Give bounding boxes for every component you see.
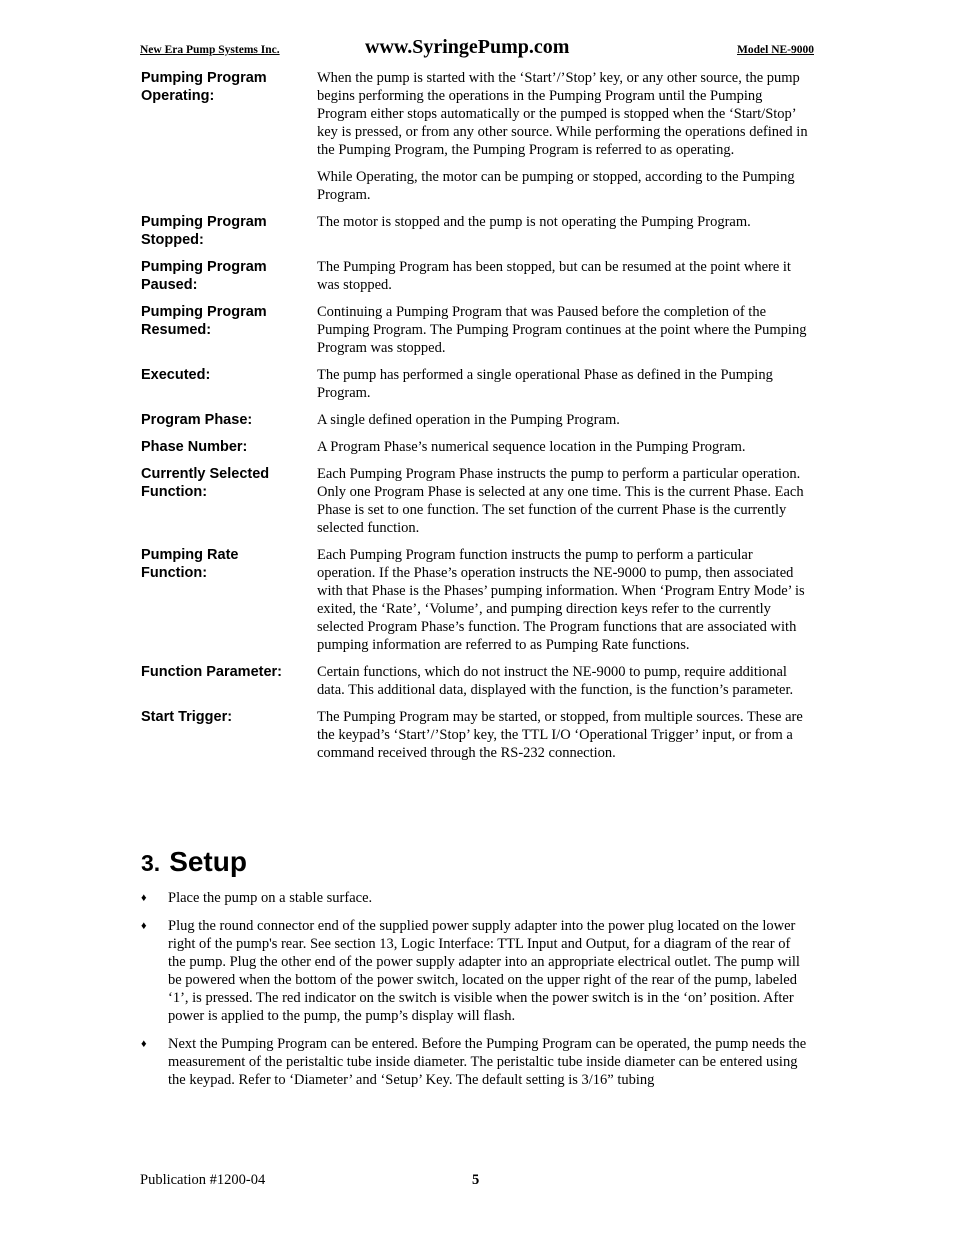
definition-term <box>141 708 317 762</box>
definition-item <box>141 303 811 357</box>
definition-item <box>141 213 811 249</box>
header-company: New Era Pump Systems Inc. <box>140 44 280 56</box>
definition-description <box>317 258 811 294</box>
description-paragraph: Certain functions, which do not instruct the NE-9000 to pump, require additional data. This additional data, displayed with the function, is the function’s parameter. <box>317 664 794 698</box>
description-paragraph: Each Pumping Program Phase instructs the pump to perform a particular operation. Only one Program Phase is selected at any one time. This is the current Phase. Each Phase is set to one function. The set function of the current Phase is the currently selected function. <box>317 466 804 536</box>
definition-item <box>141 708 811 762</box>
term-line: Operating: <box>141 88 215 104</box>
description-paragraph: A Program Phase’s numerical sequence location in the Pumping Program. <box>317 439 746 455</box>
term-line: Paused: <box>141 277 198 293</box>
term-line: Function: <box>141 565 208 581</box>
diamond-bullet-icon: ♦ <box>141 892 147 904</box>
definition-description <box>317 546 811 654</box>
diamond-bullet-icon: ♦ <box>141 920 147 932</box>
bullet-item <box>141 1035 811 1089</box>
definition-term <box>141 663 317 699</box>
definition-list <box>141 69 811 771</box>
term-line: Pumping Program <box>141 259 267 275</box>
description-paragraph: The Pumping Program may be started, or stopped, from multiple sources. These are the keypad’s ‘Start’/’Stop’ key, the TTL I/O ‘Operational Trigger’ input, or from a command received through the RS-232 connection. <box>317 709 803 761</box>
definition-description <box>317 708 811 762</box>
term-line: Executed: <box>141 367 211 383</box>
description-paragraph: While Operating, the motor can be pumping or stopped, according to the Pumping Program. <box>317 169 795 203</box>
description-paragraph: The pump has performed a single operational Phase as defined in the Pumping Program. <box>317 367 773 401</box>
page-header <box>140 36 814 62</box>
publication-number: Publication #1200-04 <box>140 1172 266 1188</box>
bullet-text: Place the pump on a stable surface. <box>168 890 373 906</box>
definition-term <box>141 366 317 402</box>
term-line: Program Phase: <box>141 412 253 428</box>
definition-term <box>141 258 317 294</box>
definition-term <box>141 411 317 429</box>
section-number: 3. <box>141 850 161 876</box>
bullet-item <box>141 889 811 907</box>
term-line: Currently Selected <box>141 466 270 482</box>
definition-term <box>141 465 317 537</box>
description-paragraph: The motor is stopped and the pump is not operating the Pumping Program. <box>317 214 751 230</box>
definition-item <box>141 258 811 294</box>
term-line: Function: <box>141 484 208 500</box>
definition-term <box>141 438 317 456</box>
header-website[interactable]: www.SyringePump.com <box>365 36 570 58</box>
definition-item <box>141 69 811 204</box>
section-heading <box>141 845 247 880</box>
bullet-text: Plug the round connector end of the supplied power supply adapter into the power plug located on the lower right of the pump's rear. See section 13, Logic Interface: TTL Input and Output, for a diagram of the rear of the pump. Plug the other end of the power supply adapter into an appropriate electrical outlet. The pump will be powered when the bottom of the power switch, located on the upper right of the rear of the pump, labeled ‘1’, is pressed. The red indicator on the switch is visible when the power switch is in the ‘on’ position. After power is applied to the pump, the pump’s display will flash. <box>168 918 800 1024</box>
definition-description <box>317 303 811 357</box>
term-line: Pumping Program <box>141 304 267 320</box>
definition-term <box>141 303 317 357</box>
diamond-bullet-icon: ♦ <box>141 1038 147 1050</box>
term-line: Function Parameter: <box>141 664 282 680</box>
description-paragraph: The Pumping Program has been stopped, but can be resumed at the point where it was stopped. <box>317 259 791 293</box>
term-line: Phase Number: <box>141 439 248 455</box>
definition-description <box>317 69 811 204</box>
description-paragraph: Each Pumping Program function instructs the pump to perform a particular operation. If the Phase’s operation instructs the NE-9000 to pump, then associated with that Phase is the Phases’ pumping information. When ‘Program Entry Mode’ is exited, the ‘Rate’, ‘Volume’, and pumping direction keys refer to the currently selected Program Phase’s function. The Program functions that are associated with pumping information are referred to as Pumping Rate functions. <box>317 547 805 653</box>
definition-term <box>141 546 317 654</box>
bullet-text: Next the Pumping Program can be entered. Before the Pumping Program can be operated, the pump needs the measurement of the peristaltic tube inside diameter. The peristaltic tube inside diameter can be entered using the keypad. Refer to ‘Diameter’ and ‘Setup’ Key. The default setting is 3/16” tubing <box>168 1036 807 1088</box>
definition-term <box>141 69 317 204</box>
definition-item <box>141 366 811 402</box>
term-line: Stopped: <box>141 232 204 248</box>
definition-item <box>141 411 811 429</box>
term-line: Pumping Program <box>141 70 267 86</box>
header-model: Model NE-9000 <box>737 44 814 56</box>
definition-description <box>317 411 811 429</box>
definition-item <box>141 438 811 456</box>
description-paragraph: A single defined operation in the Pumping Program. <box>317 412 620 428</box>
definition-description <box>317 438 811 456</box>
description-paragraph: Continuing a Pumping Program that was Paused before the completion of the Pumping Program. The Pumping Program continues at the point where the Pumping Program was stopped. <box>317 304 807 356</box>
term-line: Pumping Program <box>141 214 267 230</box>
term-line: Pumping Rate <box>141 547 239 563</box>
definition-description <box>317 663 811 699</box>
definition-description <box>317 366 811 402</box>
page-number: 5 <box>472 1172 480 1188</box>
definition-description <box>317 213 811 249</box>
definition-item <box>141 465 811 537</box>
term-line: Resumed: <box>141 322 212 338</box>
definition-item <box>141 546 811 654</box>
definition-description <box>317 465 811 537</box>
bullet-item <box>141 917 811 1025</box>
section-title: Setup <box>169 846 247 877</box>
description-paragraph: When the pump is started with the ‘Start’/’Stop’ key, or any other source, the pump begins performing the operations in the Pumping Program until the Pumping Program either stops automatically or the pumped is stopped when the ‘Start/Stop’ key is pressed, or from any other source. While performing the operations defined in the Pumping Program, the Pumping Program is referred to as operating. <box>317 70 808 158</box>
bullet-list <box>141 889 811 1099</box>
definition-item <box>141 663 811 699</box>
definition-term <box>141 213 317 249</box>
term-line: Start Trigger: <box>141 709 233 725</box>
